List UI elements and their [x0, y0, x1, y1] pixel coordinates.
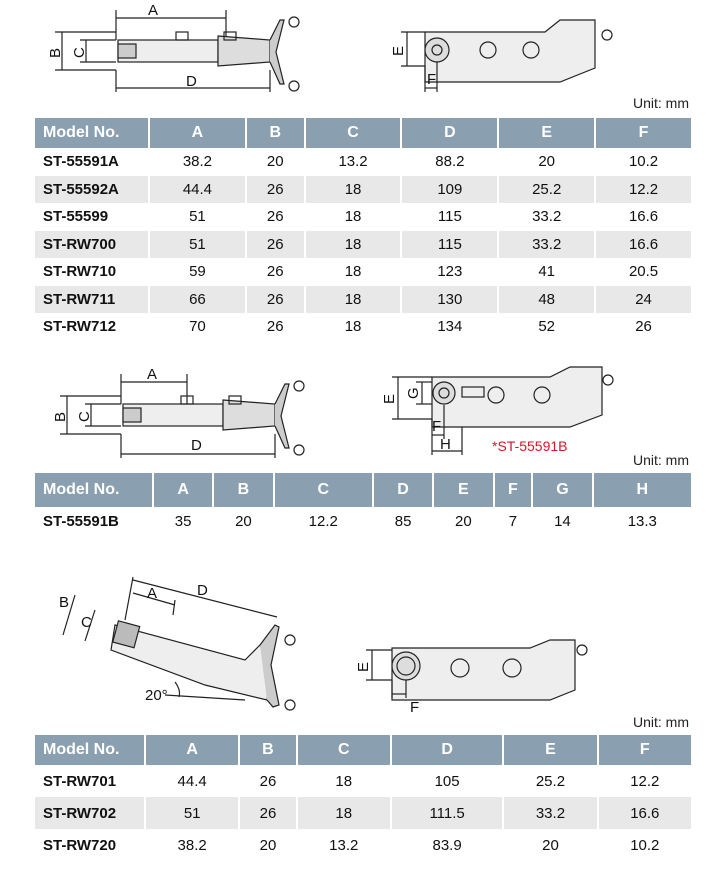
value-cell: 134 [437, 318, 463, 336]
value-cell: 44.4 [150, 176, 245, 204]
table-row [35, 258, 691, 286]
col-f: F [599, 735, 691, 765]
value-cell: 130 [402, 286, 497, 314]
model-cell: ST-55592A [35, 176, 148, 204]
table-row [35, 231, 691, 259]
value-cell: 59 [189, 263, 206, 281]
table-header-row [35, 735, 691, 765]
value-cell: 111.5 [392, 797, 502, 829]
value-cell: 16.6 [599, 797, 691, 829]
col-e: E [434, 473, 492, 507]
value-cell: 20.5 [628, 263, 659, 281]
value-cell: 20 [266, 153, 284, 171]
col-c: C [275, 473, 372, 507]
col-c: C [298, 735, 390, 765]
dim-label-e: E [390, 45, 407, 56]
dim-label-f: F [410, 699, 420, 715]
value-cell: 20 [259, 836, 277, 854]
value-cell: 33.2 [499, 231, 594, 259]
col-g: G [533, 473, 591, 507]
dim-label-b: B [52, 411, 69, 422]
table-row [35, 765, 691, 797]
value-cell: 26 [247, 231, 304, 259]
dim-label-e: E [381, 393, 398, 404]
col-e: E [504, 735, 596, 765]
value-cell: 115 [437, 208, 462, 226]
dim-label-d: D [191, 437, 202, 454]
value-cell: 10.2 [628, 153, 659, 171]
col-a: A [154, 473, 212, 507]
dim-label-c: C [81, 614, 92, 631]
value-cell: 88.2 [435, 153, 465, 171]
value-cell: 25.2 [499, 176, 594, 204]
spec-table-1 [33, 118, 693, 341]
value-cell: 18 [306, 286, 401, 314]
value-cell: 38.2 [177, 836, 207, 854]
value-cell: 33.2 [532, 208, 562, 226]
value-cell: 109 [402, 176, 497, 204]
value-cell: 26 [259, 772, 277, 790]
value-cell: 18 [306, 231, 401, 259]
col-b: B [214, 473, 272, 507]
table-row [35, 203, 691, 231]
model-cell: ST-55591A [43, 153, 119, 171]
dim-label-f: F [427, 71, 437, 88]
table-row [35, 829, 691, 861]
value-cell: 24 [596, 286, 691, 314]
value-cell: 18 [344, 208, 362, 226]
dim-label-d: D [186, 73, 197, 90]
value-cell: 123 [437, 263, 463, 281]
value-cell: 26 [240, 797, 295, 829]
value-cell: 20 [542, 836, 559, 854]
value-cell: 26 [247, 176, 304, 204]
col-model: Model No. [35, 735, 144, 765]
model-note: *ST-55591B [492, 438, 568, 454]
dim-label-a: A [147, 585, 158, 602]
dim-label-c: C [71, 47, 88, 58]
value-cell: 10.2 [630, 836, 660, 854]
value-cell: 115 [402, 231, 497, 259]
col-f: F [596, 118, 691, 148]
model-cell: ST-RW720 [43, 836, 117, 854]
value-cell: 25.2 [535, 772, 566, 790]
spec-table-3 [33, 735, 693, 861]
value-cell: 13.3 [627, 513, 657, 530]
dim-label-g: G [405, 387, 422, 399]
table-row [35, 507, 691, 536]
unit-label: Unit: mm [633, 452, 689, 468]
value-cell: 52 [538, 318, 556, 336]
dim-label-e: E [355, 661, 372, 672]
value-cell: 18 [306, 176, 401, 204]
col-d: D [374, 473, 432, 507]
value-cell: 26 [247, 286, 304, 314]
value-cell: 12.2 [596, 176, 691, 204]
value-cell: 44.4 [177, 772, 207, 790]
dim-label-a: A [147, 366, 158, 383]
table-row [35, 313, 691, 341]
value-cell: 18 [344, 263, 362, 281]
table-row [35, 797, 691, 829]
dim-label-b: B [47, 47, 64, 58]
col-f: F [495, 473, 532, 507]
model-cell: ST-RW702 [35, 797, 144, 829]
table-row [35, 286, 691, 314]
side-view-diagram-2 [45, 360, 315, 465]
value-cell: 20 [235, 513, 252, 530]
value-cell: 35 [174, 513, 192, 530]
model-cell: ST-RW712 [43, 318, 117, 336]
value-cell: 66 [150, 286, 245, 314]
value-cell: 20 [538, 153, 556, 171]
side-view-diagram-1 [40, 0, 320, 100]
col-b: B [247, 118, 304, 148]
model-cell: ST-RW711 [35, 286, 148, 314]
col-h: H [594, 473, 691, 507]
col-a: A [150, 118, 245, 148]
value-cell: 16.6 [628, 208, 659, 226]
dim-label-a: A [148, 2, 159, 19]
col-e: E [499, 118, 594, 148]
table-row [35, 148, 691, 176]
value-cell: 105 [434, 772, 460, 790]
col-a: A [146, 735, 238, 765]
value-cell: 48 [499, 286, 594, 314]
side-view-diagram-3 [45, 565, 315, 715]
col-model: Model No. [35, 473, 152, 507]
dim-label-b: B [59, 594, 70, 611]
value-cell: 16.6 [596, 231, 691, 259]
col-c: C [306, 118, 401, 148]
dim-label-d: D [197, 582, 208, 599]
table-row [35, 176, 691, 204]
value-cell: 85 [394, 513, 412, 530]
unit-label: Unit: mm [633, 714, 689, 730]
front-view-diagram-1 [385, 0, 615, 100]
front-view-diagram-3 [350, 620, 610, 715]
value-cell: 12.2 [308, 513, 338, 530]
model-cell: ST-RW700 [35, 231, 148, 259]
value-cell: 33.2 [504, 797, 596, 829]
value-cell: 18 [344, 318, 362, 336]
value-cell: 26 [266, 208, 284, 226]
model-cell: ST-55599 [43, 208, 109, 226]
front-view-diagram-2 [370, 355, 630, 460]
value-cell: 41 [538, 263, 556, 281]
col-model: Model No. [35, 118, 148, 148]
value-cell: 83.9 [432, 836, 462, 854]
model-cell: ST-55591B [43, 513, 119, 530]
dim-label-c: C [76, 411, 93, 422]
value-cell: 26 [266, 263, 284, 281]
col-d: D [402, 118, 497, 148]
value-cell: 20 [455, 513, 472, 530]
value-cell: 18 [335, 772, 353, 790]
col-b: B [240, 735, 295, 765]
value-cell: 26 [635, 318, 652, 336]
value-cell: 51 [150, 231, 245, 259]
col-d: D [392, 735, 502, 765]
dim-label-f: F [432, 418, 442, 435]
value-cell: 13.2 [338, 153, 368, 171]
value-cell: 13.2 [329, 836, 359, 854]
value-cell: 14 [554, 513, 571, 530]
model-cell: ST-RW701 [43, 772, 117, 790]
table-header-row [35, 473, 691, 507]
model-cell: ST-RW710 [43, 263, 117, 281]
unit-label: Unit: mm [633, 95, 689, 111]
value-cell: 7 [508, 513, 518, 530]
value-cell: 12.2 [630, 772, 660, 790]
value-cell: 38.2 [182, 153, 213, 171]
value-cell: 51 [189, 208, 206, 226]
angle-label: 20° [145, 687, 168, 704]
value-cell: 70 [189, 318, 206, 336]
dim-label-h: H [440, 436, 451, 453]
spec-table-2 [33, 473, 693, 536]
table-header-row [35, 118, 691, 148]
value-cell: 51 [146, 797, 238, 829]
value-cell: 26 [266, 318, 284, 336]
value-cell: 18 [298, 797, 390, 829]
